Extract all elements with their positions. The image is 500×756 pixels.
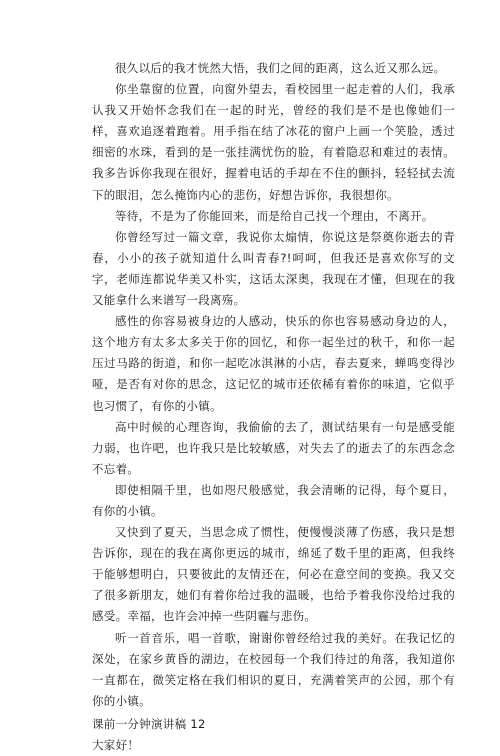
paragraph: 即使相隔千里，也如咫尺般感觉，我会清晰的记得，每个夏日，有你的小镇。 bbox=[92, 482, 455, 518]
paragraph: 又快到了夏天，当思念成了惯性，便慢慢淡薄了伤感，我只是想告诉你，现在的我在离你更远的城市，绵延了数千里的距离，但我终于能够想明白，只要彼此的友情还在，何必在意空间的变换。我又交了很多新朋友，她们有着你给过我的温暖，也给予着我你没给过我的感受。幸福，也许会冲掉一些阴霾与悲伤。 bbox=[92, 525, 455, 624]
section-heading: 课前一分钟演讲稿 12 bbox=[92, 716, 206, 731]
paragraph: 很久以后的我才恍然大悟，我们之间的距离，这么近又那么远。 bbox=[115, 61, 446, 75]
paragraph: 高中时候的心理咨询，我偷偷的去了，测试结果有一句是感受能力弱，也许吧，也许我只是比较敏感，对失去了的逝去了的东西念念不忘着。 bbox=[92, 419, 455, 476]
greeting: 大家好！ bbox=[92, 738, 140, 752]
paragraph: 听一首音乐，唱一首歌，谢谢你曾经给过我的美好。在我记忆的深处，在家乡黄昏的湖边，在校园每一个我们待过的角落，我知道你一直都在，微笑定格在我们相识的夏日，充满着笑声的公园，那个有你的小镇。 bbox=[92, 630, 455, 708]
paragraph: 你曾经写过一篇文章，我说你太煽情，你说这是祭奠你逝去的青春，小小的孩子就知道什么叫青春?!呵呵，但我还是喜欢你写的文字，老师连都说华美又朴实，这话太深奥，我现在才懂，但现在的我又能拿什么来谱写一段离殇。 bbox=[92, 229, 455, 308]
paragraph: 感性的你容易被身边的人感动，快乐的你也容易感动身边的人，这个地方有太多太多关于你的回忆，和你一起坐过的秋千，和你一起压过马路的街道，和你一起吃冰淇淋的小店，春去夏来，蝉鸣变得沙哑，是否有对你的思念，这记忆的城市还依稀有着你的味道，它似乎也习惯了，有你的小镇。 bbox=[92, 314, 455, 413]
document-body bbox=[92, 58, 455, 756]
paragraph: 等待，不是为了你能回来，而是给自己找一个理由，不离开。 bbox=[115, 208, 434, 223]
paragraph: 你坐靠窗的位置，向窗外望去，看校园里一起走着的人们，我承认我又开始怀念我们在一起的时光，曾经的我们是不是也像她们一样，喜欢追逐着跑着。用手指在结了冰花的窗户上画一个笑脸，透过细密的水珠，看到的是一张挂满忧伤的脸，有着隐忍和难过的表情。我多告诉你我现在很好，握着电话的手却在不住的颤抖，轻轻拭去流下的眼泪，怎么掩饰内心的悲伤，好想告诉你，我很想你。 bbox=[92, 82, 455, 202]
